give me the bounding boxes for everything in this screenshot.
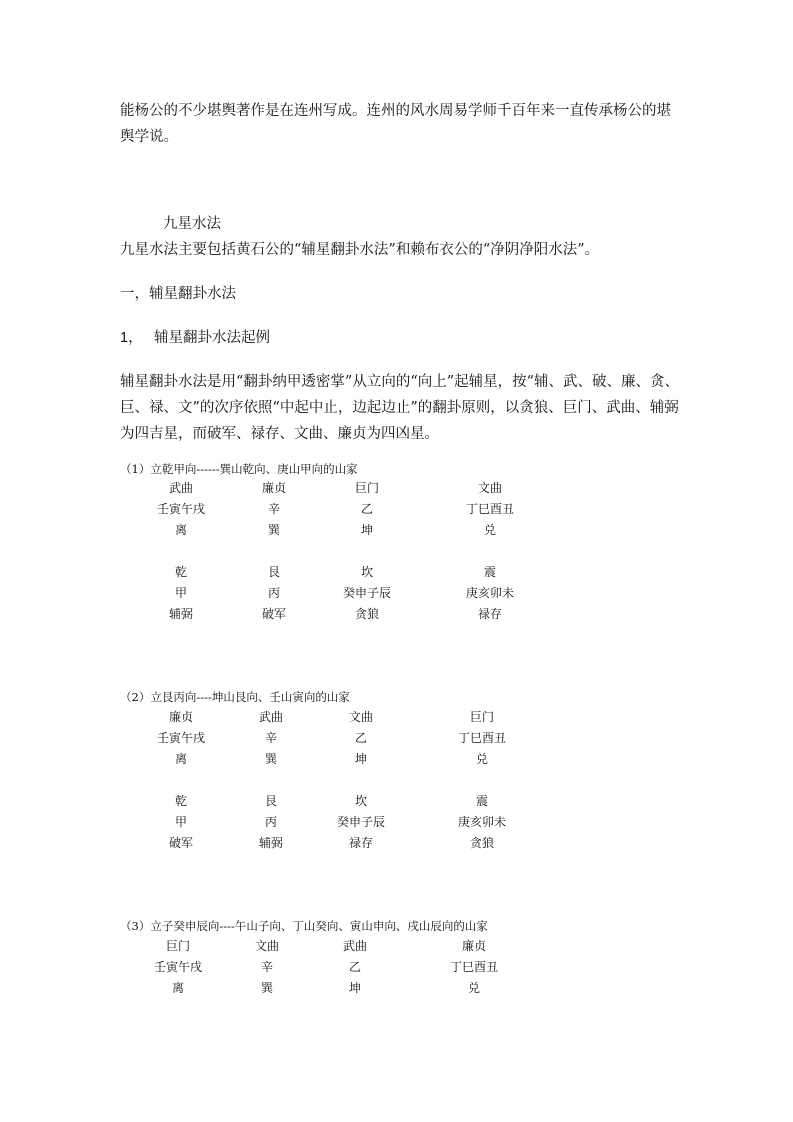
table-cell: 破军 [168,836,194,850]
table-row [0,813,793,831]
table-cell: 坤 [360,523,374,537]
explanation-paragraph: 辅星翻卦水法是用“翻卦纳甲透密掌”从立向的“向上”起辅星，按“辅、武、破、廉、贪、巨、禄、文”的次序依照“中起中止，边起边止”的翻卦原则，以贪狼、巨门、武曲、辅弼为四吉星，而破军、禄存、文曲、廉贞为四凶星。 [120,374,680,442]
table-row [0,521,793,539]
table-cell: 丁巳酉丑 [457,731,507,745]
table-cell: 乙 [360,502,374,516]
intro-paragraph: 能杨公的不少堪舆著作是在连州写成。连州的风水周易学师千百年来一直传承杨公的堪舆学说。 [120,103,671,145]
table-row [0,708,793,726]
table-row [0,479,793,497]
table-cell: 兑 [467,981,481,995]
table-cell: 武曲 [342,939,368,953]
table-cell: 乙 [348,960,362,974]
table-cell: 坤 [354,752,368,766]
section-intro: 九星水法主要包括黄石公的“辅星翻卦水法”和赖布衣公的“净阴净阳水法”。 [120,242,600,258]
table-cell: 癸申子辰 [336,815,386,829]
table-cell: 癸申子辰 [342,586,392,600]
table-cell: 庚亥卯未 [465,586,515,600]
table-cell: 震 [475,794,489,808]
table-cell: 甲 [174,586,188,600]
table-cell: 辅弼 [258,836,284,850]
table-cell: 巽 [260,981,274,995]
table-cell: 辛 [267,502,281,516]
table-cell: 兑 [475,752,489,766]
table-cell: 贪狼 [354,607,380,621]
table-cell: 丁巳酉丑 [449,960,499,974]
table-cell: 坎 [354,794,368,808]
table-3-title: （3）立子癸申辰向----午山子向、丁山癸向、寅山申向、戌山辰向的山家 [120,919,488,933]
table-cell: 丙 [267,586,281,600]
table-row [0,937,793,955]
table-row [0,584,793,602]
table-cell: 丁巳酉丑 [465,502,515,516]
table-cell: 贪狼 [469,836,495,850]
table-cell: 辛 [260,960,274,974]
sub-heading [120,328,270,348]
table-cell: 文曲 [477,481,503,495]
table-cell: 兑 [483,523,497,537]
table-cell: 辛 [264,731,278,745]
table-cell: 壬寅午戌 [153,960,203,974]
table-row [0,792,793,810]
table-row [0,834,793,852]
table-row [0,500,793,518]
table-cell: 坤 [348,981,362,995]
table-cell: 丙 [264,815,278,829]
table-2-title: （2）立艮丙向----坤山艮向、壬山寅向的山家 [120,690,350,704]
section-heading: 九星水法 [163,216,221,232]
sub-heading-number: 1， [120,330,143,346]
table-cell: 廉贞 [461,939,487,953]
table-row [0,605,793,623]
table-cell: 离 [174,523,188,537]
table-cell: 甲 [174,815,188,829]
table-row [0,750,793,768]
table-cell: 禄存 [477,607,503,621]
table-cell: 辅弼 [168,607,194,621]
table-cell: 廉贞 [261,481,287,495]
table-cell: 庚亥卯未 [457,815,507,829]
sub-heading-text: 辅星翻卦水法起例 [154,330,270,346]
table-cell: 坎 [360,565,374,579]
table-row [0,729,793,747]
table-cell: 震 [483,565,497,579]
table-cell: 壬寅午戌 [156,731,206,745]
table-cell: 文曲 [254,939,280,953]
table-cell: 破军 [261,607,287,621]
table-row [0,979,793,997]
table-cell: 离 [174,752,188,766]
table-cell: 巨门 [165,939,191,953]
table-cell: 乾 [174,565,188,579]
table-cell: 壬寅午戌 [156,502,206,516]
table-1-title: （1）立乾甲向------巽山乾向、庚山甲向的山家 [120,462,358,476]
table-row [0,563,793,581]
table-cell: 武曲 [168,481,194,495]
table-cell: 武曲 [258,710,284,724]
table-cell: 巨门 [469,710,495,724]
table-cell: 离 [171,981,185,995]
table-cell: 廉贞 [168,710,194,724]
table-cell: 巽 [267,523,281,537]
table-cell: 禄存 [348,836,374,850]
table-row [0,958,793,976]
table-cell: 艮 [267,565,281,579]
table-cell: 文曲 [348,710,374,724]
part-heading: 一，辅星翻卦水法 [120,286,236,302]
table-cell: 艮 [264,794,278,808]
table-cell: 乾 [174,794,188,808]
table-cell: 巽 [264,752,278,766]
table-cell: 乙 [354,731,368,745]
table-cell: 巨门 [354,481,380,495]
